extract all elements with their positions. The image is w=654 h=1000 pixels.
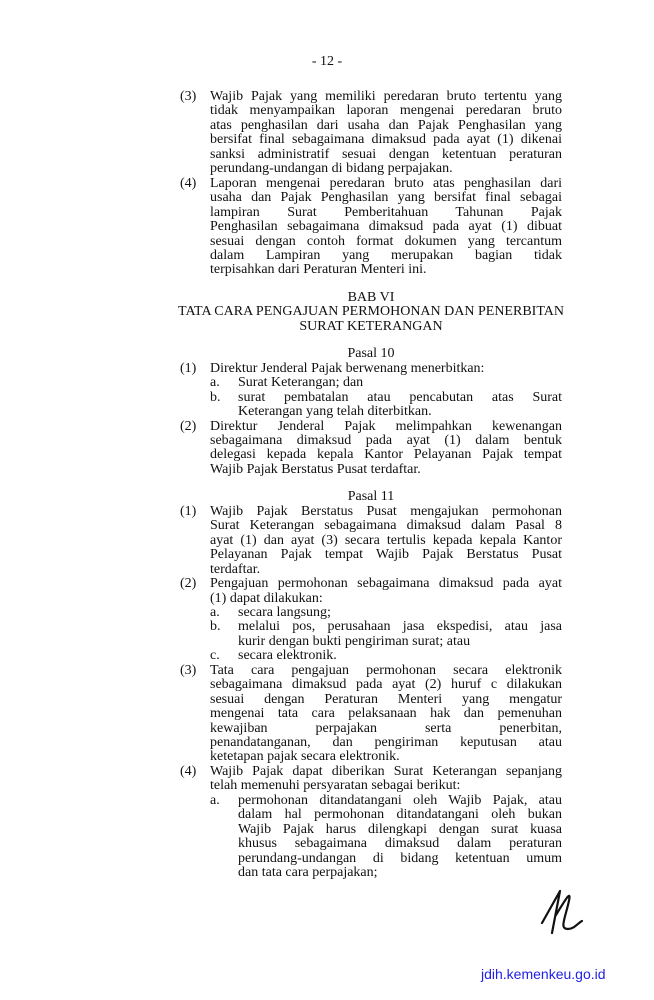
numbered-paragraph <box>180 664 562 765</box>
text-line-row <box>180 391 562 405</box>
text-line: Wajib Pajak Berstatus Pusat mengajukan permohonan <box>210 503 562 519</box>
text-line: ketetapan pajak secara elektronik. <box>210 749 400 765</box>
text-line: Wajib Pajak Berstatus Pusat terdaftar. <box>210 461 421 477</box>
text-line-row <box>180 206 562 220</box>
item-letter: a. <box>210 604 220 620</box>
paragraph-number: (1) <box>180 503 197 519</box>
numbered-paragraph <box>180 505 562 577</box>
text-line: Pelayanan Pajak tempat Wajib Pajak Berstatus Pusat <box>210 547 562 563</box>
text-line: Tata cara pengajuan permohonan secara elektronik <box>210 662 562 678</box>
numbered-paragraph <box>180 765 562 794</box>
text-line: Direktur Jenderal Pajak berwenang menerbitkan: <box>210 360 485 376</box>
text-line-row <box>180 722 562 736</box>
text-line-row <box>180 779 562 793</box>
text-line-row <box>180 249 562 263</box>
text-line-row <box>180 133 562 147</box>
text-line-row <box>180 162 562 176</box>
lettered-item <box>180 620 562 649</box>
lettered-item <box>180 606 562 620</box>
text-line: secara elektronik. <box>238 648 337 664</box>
text-line: Wajib Pajak harus dilengkapi dengan surat kuasa <box>238 821 562 837</box>
document-body <box>180 90 562 881</box>
lettered-item <box>180 794 562 881</box>
text-line: melalui pos, perusahaan jasa ekspedisi, atau jasa <box>238 619 562 635</box>
text-line-row <box>180 649 562 663</box>
text-line: dalam Lampiran yang merupakan bagian tidak <box>210 247 562 263</box>
text-line: ayat (1) dan ayat (3) secara tertulis kepada kepala Kantor <box>210 532 562 548</box>
numbered-paragraph <box>180 362 562 376</box>
signature-initials <box>538 885 588 940</box>
text-line: penandatanganan, dan pengiriman keputusan atau <box>210 735 562 751</box>
text-line: lampiran Surat Pemberitahuan Tahunan Pajak <box>210 204 562 220</box>
text-line-row <box>180 177 562 191</box>
numbered-paragraph <box>180 177 562 278</box>
text-line-row <box>180 519 562 533</box>
text-line-row <box>180 765 562 779</box>
section-heading: Pasal 10 <box>347 346 395 362</box>
text-line-row <box>180 119 562 133</box>
text-line: khusus sebagaimana dimaksud dalam peraturan <box>238 836 562 852</box>
text-line-row <box>180 866 562 880</box>
text-line-row <box>180 90 562 104</box>
text-line: delegasi kepada kepala Kantor Pelayanan Pajak tempat <box>210 447 562 463</box>
text-line: terpisahkan dari Peraturan Menteri ini. <box>210 262 427 278</box>
text-line: kewajiban perpajakan serta penerbitan, <box>210 720 562 736</box>
text-line: sanksi administratif sesuai dengan ketentuan peraturan <box>210 146 562 162</box>
item-letter: b. <box>210 389 221 405</box>
text-line: Penghasilan sebagaimana dimaksud pada ayat (1) dibuat <box>210 219 562 235</box>
text-line-row <box>180 620 562 634</box>
text-line: dalam hal permohonan ditandatangani oleh bukan <box>238 807 562 823</box>
text-line-row <box>180 420 562 434</box>
section-heading: SURAT KETERANGAN <box>299 318 443 334</box>
text-line: sesuai dengan Peraturan Menteri yang mengatur <box>210 691 562 707</box>
text-line-row <box>180 707 562 721</box>
paragraph-number: (4) <box>180 175 197 191</box>
text-line: Wajib Pajak dapat diberikan Surat Keterangan sepanjang <box>210 763 562 779</box>
text-line: telah memenuhi persyaratan sebagai berikut: <box>210 778 461 794</box>
text-line-row <box>180 362 562 376</box>
text-line-row <box>180 148 562 162</box>
text-line-row <box>180 534 562 548</box>
text-line: surat pembatalan atau pencabutan atas Surat <box>238 389 562 405</box>
text-line: Laporan mengenai peredaran bruto atas penghasilan dari <box>210 175 562 191</box>
text-line-row <box>180 635 562 649</box>
text-line: permohonan ditandatangani oleh Wajib Pajak, atau <box>238 792 562 808</box>
numbered-paragraph <box>180 420 562 478</box>
lettered-item <box>180 376 562 390</box>
text-line: (1) dapat dilakukan: <box>210 590 323 606</box>
text-line: Wajib Pajak yang memiliki peredaran bruto tertentu yang <box>210 89 562 104</box>
spacer <box>180 278 562 291</box>
text-line-row <box>180 104 562 118</box>
text-line: bersifat final sebagaimana dimaksud pada ayat (1) dikenai <box>210 132 562 148</box>
text-line: terdaftar. <box>210 561 261 577</box>
text-line: kurir dengan bukti pengiriman surat; atau <box>238 633 471 649</box>
text-line: secara langsung; <box>238 604 331 620</box>
item-letter: c. <box>210 648 220 664</box>
paragraph-number: (2) <box>180 576 197 592</box>
section-heading: TATA CARA PENGAJUAN PERMOHONAN DAN PENERBITAN <box>178 304 564 320</box>
text-line: Keterangan yang telah diterbitkan. <box>238 404 432 420</box>
text-line: Direktur Jenderal Pajak melimpahkan kewenangan <box>210 418 562 434</box>
footer-link[interactable]: jdih.kemenkeu.go.id <box>481 966 606 982</box>
text-line-row <box>180 505 562 519</box>
text-line-row <box>180 808 562 822</box>
item-letter: a. <box>210 792 220 808</box>
text-line-row <box>180 837 562 851</box>
text-line: sebagaimana dimaksud pada ayat (2) huruf c dilakukan <box>210 677 562 693</box>
text-line-row <box>180 263 562 277</box>
text-line: Surat Keterangan sebagaimana dimaksud dalam Pasal 8 <box>210 518 562 534</box>
text-line: sebagaimana dimaksud pada ayat (1) dalam bentuk <box>210 432 562 448</box>
paragraph-number: (3) <box>180 662 197 678</box>
item-letter: b. <box>210 619 221 635</box>
numbered-paragraph <box>180 577 562 606</box>
text-line-row <box>180 405 562 419</box>
text-line: perundang-undangan di bidang perpajakan. <box>210 161 453 177</box>
item-letter: a. <box>210 375 220 391</box>
text-line: dan tata cara perpajakan; <box>238 865 378 881</box>
paragraph-number: (4) <box>180 763 197 779</box>
text-line-row <box>180 548 562 562</box>
paragraph-number: (3) <box>180 89 197 104</box>
text-line-row <box>180 736 562 750</box>
text-line-row <box>180 678 562 692</box>
text-line-row <box>180 563 562 577</box>
page-number: - 12 - <box>311 54 343 69</box>
paragraph-number: (1) <box>180 360 197 376</box>
text-line-row <box>180 823 562 837</box>
text-line: usaha dan Pajak Penghasilan yang bersifat final sebagai <box>210 190 562 206</box>
section-heading: Pasal 11 <box>347 489 395 505</box>
paragraph-number: (2) <box>180 418 197 434</box>
text-line-row <box>180 235 562 249</box>
lettered-item <box>180 391 562 420</box>
text-line: atas penghasilan dari usaha dan Pajak Penghasilan yang <box>210 117 562 133</box>
lettered-item <box>180 649 562 663</box>
text-line: Surat Keterangan; dan <box>238 375 364 391</box>
text-line-row <box>180 592 562 606</box>
text-line-row <box>180 434 562 448</box>
text-line-row <box>180 463 562 477</box>
text-line: mengenai tata cara pelaksanaan hak dan pemenuhan <box>210 706 562 722</box>
text-line-row <box>180 220 562 234</box>
text-line-row <box>180 794 562 808</box>
text-line: sesuai dengan contoh format dokumen yang tercantum <box>210 233 562 249</box>
text-line-row <box>180 852 562 866</box>
text-line: perundang-undangan di bidang ketentuan umum <box>238 850 562 866</box>
text-line-row <box>180 750 562 764</box>
text-line-row <box>180 664 562 678</box>
numbered-paragraph <box>180 90 562 177</box>
text-line-row <box>180 448 562 462</box>
text-line-row <box>180 606 562 620</box>
text-line: tidak menyampaikan laporan mengenai peredaran bruto <box>210 103 562 119</box>
text-line-row <box>180 693 562 707</box>
text-line-row <box>180 376 562 390</box>
text-line-row <box>180 577 562 591</box>
text-line-row <box>180 191 562 205</box>
text-line: Pengajuan permohonan sebagaimana dimaksud pada ayat <box>210 576 562 592</box>
section-heading: BAB VI <box>347 289 395 305</box>
